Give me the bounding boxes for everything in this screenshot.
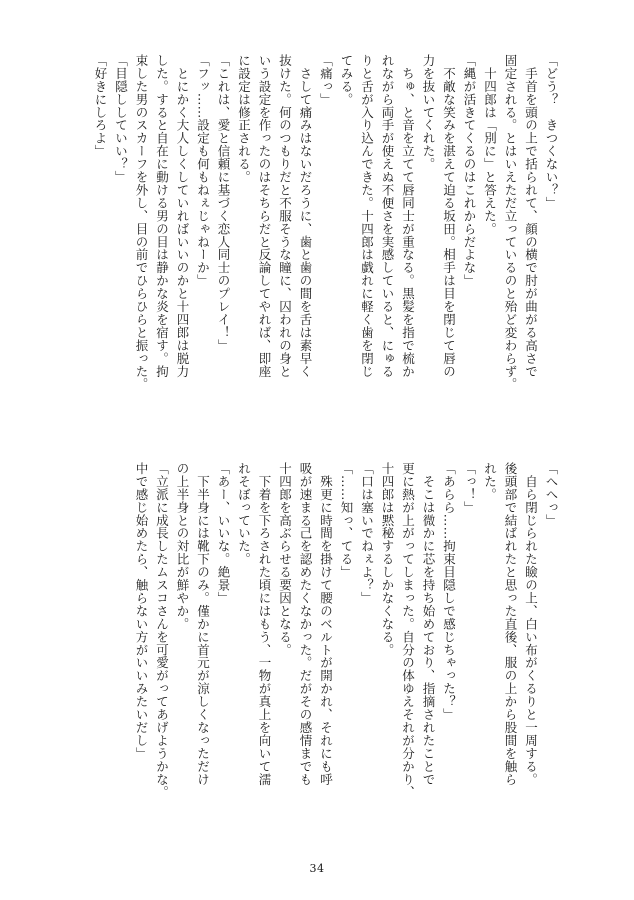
text-line: 自ら閉じられた瞼の上、白い布がくるりと一周する。 [523,462,539,786]
text-line: さして痛みはないだろうに、歯と歯の間を舌は素早く [298,54,313,378]
text-line: 「好きにしろよ」 [93,54,108,158]
text-line: 「あらら……拘束目隠しで感じちゃった？」 [441,462,457,721]
upper-text-block [90,54,562,446]
text-line: 「これは、愛と信頼に基づく恋人同士のプレイ！」 [216,54,231,352]
text-line: 十四郎を高ぶらせる要因となる。 [277,462,293,657]
text-line: に設定は修正される。 [236,54,252,184]
text-line: 「へへっ」 [544,462,559,527]
text-line: 吸が速まる己を認めたくなかった。だがその感情までも [298,462,313,786]
text-line: 更に熱が上がってしまった。自分の体ゆえそれが分かり、 [400,462,416,799]
text-line: 束した男のスカーフを外し、目の前でひらひらと振った。 [134,54,149,391]
text-line: の上半身との対比が鮮やか。 [175,462,190,631]
text-line: 「痛っ」 [318,54,334,106]
lower-text-block [131,462,562,854]
text-line: 「どう？ きつくない？」 [544,54,559,210]
text-line: 力を抜いてくれた。 [421,54,436,171]
text-line: 「フッ……設定も何もねぇじゃねーか」 [195,54,211,288]
text-line: ちゅ、と音を立てて唇同士が重なる。黒髪を指で梳か [400,54,416,378]
text-line: れそぼっていた。 [236,462,252,566]
text-line: 「っ！」 [462,462,477,514]
text-line: そこは微かに芯を持ち始めており、指摘されたことで [421,462,436,786]
text-line: りと舌が入り込んできた。十四郎は戯れに軽く歯を閉じ [359,54,375,378]
text-line: 後頭部で結ばれたと思った直後、服の上から股間を触ら [503,462,518,786]
text-line: 十四郎は黙秘するしかなくなる。 [380,462,395,657]
text-line: 不敵な笑みを湛えて迫る坂田。相手は目を閉じて唇の [441,54,457,378]
text-line: した。すると自在に動ける男の目は静かな炎を宿す。拘 [154,54,170,378]
text-line: 下着を下ろされた頃にはもう、一物が真上を向いて濡 [257,462,272,786]
text-line: 中で感じ始めたら、触らない方がいいみたいだし」 [134,462,149,760]
text-line: 「口は塞いでねぇよ？」 [359,462,375,605]
page-number: 34 [309,862,325,875]
text-line: 「目隠ししていい？」 [113,54,129,184]
text-line: 十四郎は「別に」と答えた。 [482,54,498,236]
text-line: れながら両手が使えぬ不便さを実感していると、にゅる [380,54,395,378]
text-line: 殊更に時間を掛けて腰のベルトが開かれ、それにも呼 [318,462,334,786]
text-line: 抜けた。何のつもりだと不服そうな瞳に、囚われの身と [277,54,293,378]
text-line: 下半身には靴下のみ。僅かに首元が涼しくなっただけ [195,462,211,786]
text-line: とにかく大人しくしていればいいのかと十四郎は脱力 [175,54,190,378]
text-line: れた。 [482,462,498,501]
text-line: 手首を頭の上で括られて、顔の横で肘が曲がる高さで [523,54,539,378]
text-line: 「……知っ、てる」 [339,462,354,579]
text-line: 固定される。とはいえただ立っているのと殆ど変わらず。 [503,54,518,391]
text-line: 「立派に成長したムスコさんを可愛がってあげようかな。 [154,462,170,799]
text-line: 「あー、いいな。絶景」 [216,462,231,605]
text-line: いう設定を作ったのはそちらだと反論してやれば、即座 [257,54,272,378]
text-line: 「縄が活きてくるのはこれからだよな」 [462,54,477,288]
text-line: てみる。 [339,54,354,106]
